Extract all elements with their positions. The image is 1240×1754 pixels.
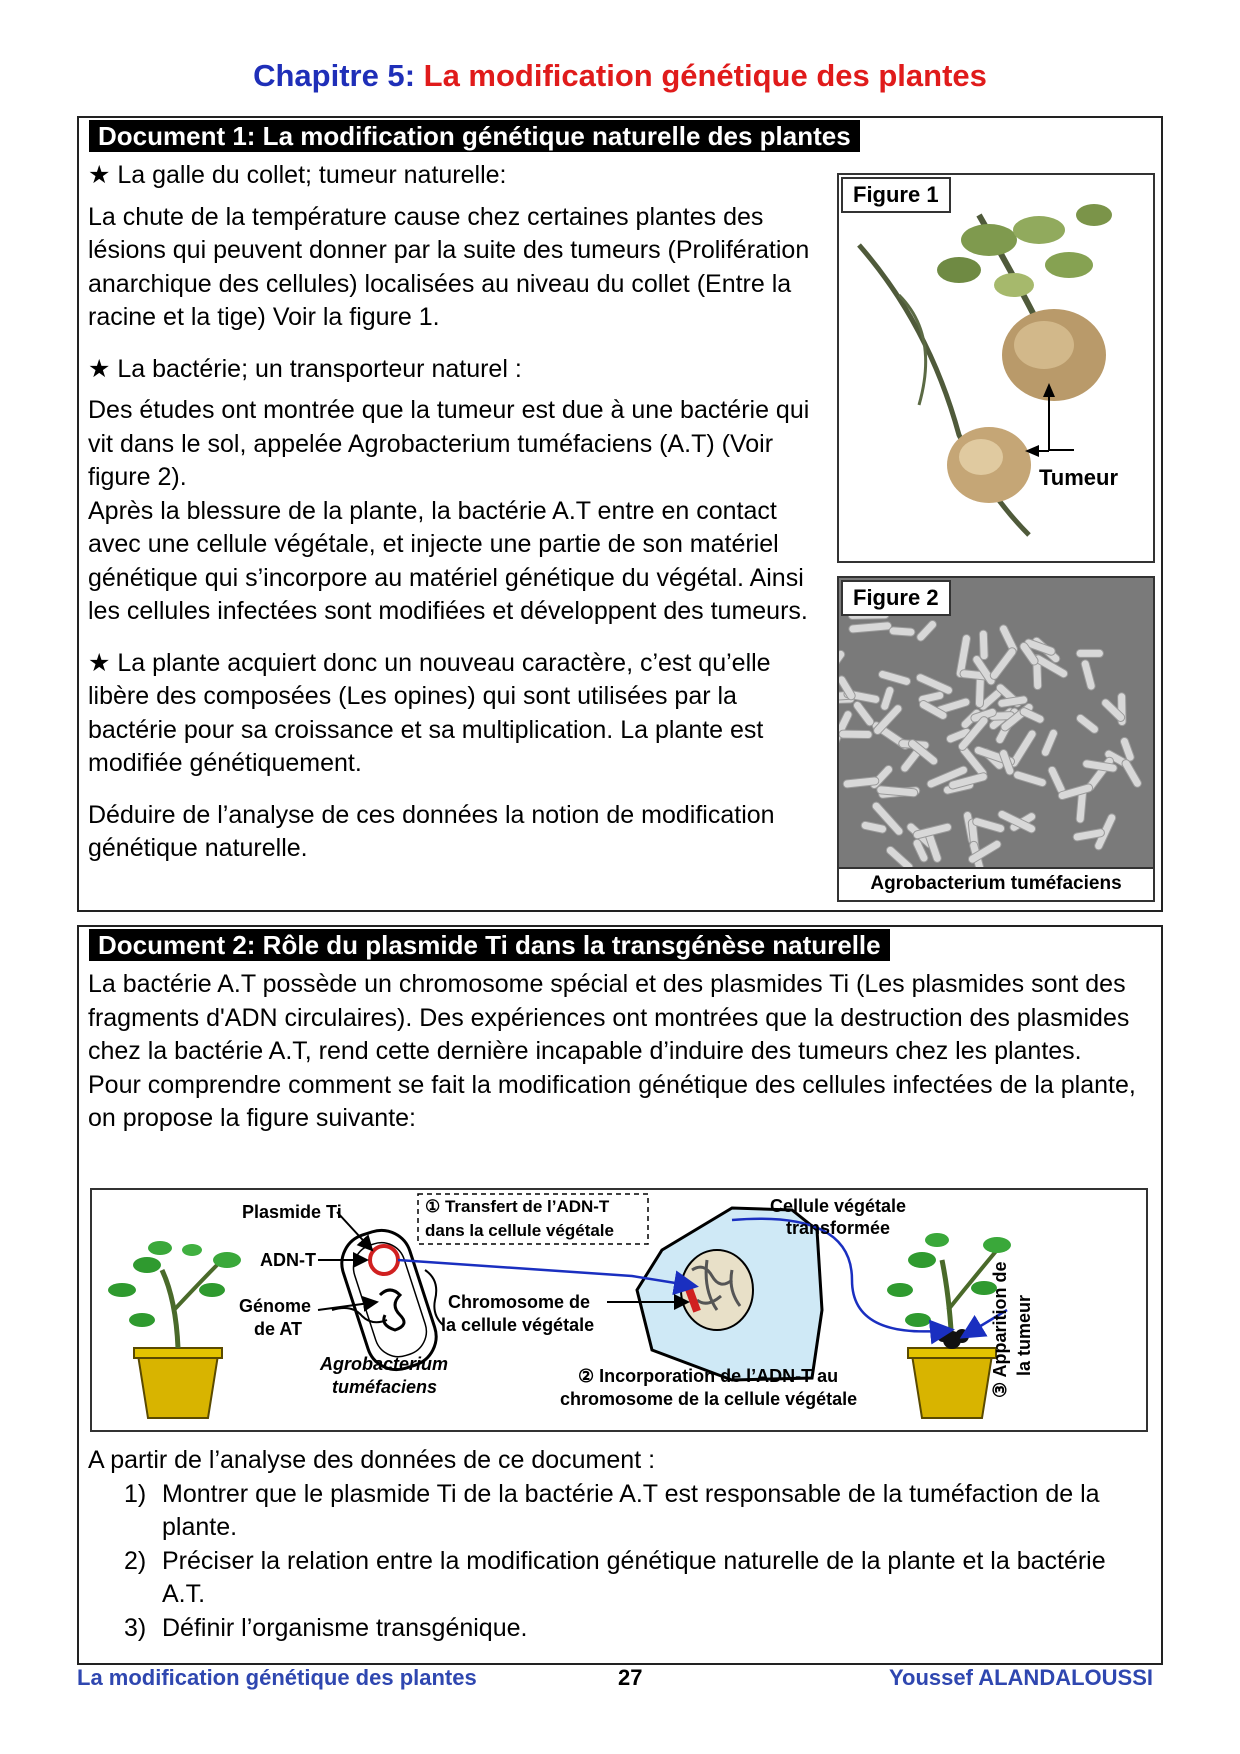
figure-2-label: Figure 2 xyxy=(841,580,951,616)
section-bacteria-body-1: Des études ont montrée que la tumeur est due à une bactérie qui vit dans le sol, appelée Agrobacterium tuméfaciens (A.T) (Voir figure 2). xyxy=(88,396,810,491)
document-2-heading: Document 2: Rôle du plasmide Ti dans la transgénèse naturelle xyxy=(89,929,890,961)
figure-1 xyxy=(837,173,1155,563)
label-adn-t: ADN-T xyxy=(260,1250,316,1270)
doc2-body-2: Pour comprendre comment se fait la modification génétique des cellules infectées de la plante, on propose la figure suivante: xyxy=(88,1070,1136,1132)
chapter-subject: La modification génétique des plantes xyxy=(423,58,987,93)
section-galle-title: ★ La galle du collet; tumeur naturelle: xyxy=(88,161,507,189)
question-item: 3) Définir l’organisme transgénique. xyxy=(124,1613,528,1642)
questions-list xyxy=(88,1478,1148,1646)
doc2-body-1: La bactérie A.T possède un chromosome spécial et des plasmides Ti (Les plasmides sont des fragments d'ADN circulaires). Des expériences ont montrées que la destruction des plasmides chez la bactérie A.T, rend cette dernière incapable d’induire des tumeurs chez les plantes. xyxy=(88,970,1130,1065)
label-bacterium-1: Agrobacterium xyxy=(320,1354,449,1374)
transgenesis-diagram xyxy=(90,1188,1148,1432)
footer-author: Youssef ALANDALOUSSI xyxy=(888,1665,1153,1690)
section-bacteria-body-2: Après la blessure de la plante, la bactérie A.T entre en contact avec une cellule végétale, et injecte une partie de son matériel génétique qui s’incorpore au matériel génétique du végétal. Ainsi les cellules infectées sont modifiées et développent des tumeurs. xyxy=(88,496,808,625)
section-conclusion: Déduire de l’analyse de ces données la notion de modification génétique naturelle. xyxy=(88,800,775,862)
label-genome-2: de AT xyxy=(254,1319,302,1339)
page-number: 27 xyxy=(618,1665,643,1690)
question-item: 1) Montrer que le plasmide Ti de la bactérie A.T est responsable de la tuméfaction de la plante. xyxy=(124,1479,1100,1541)
document-2-text xyxy=(88,968,1154,1136)
document-1-heading: Document 1: La modification génétique naturelle des plantes xyxy=(89,120,860,152)
bacterium-rod xyxy=(889,627,915,637)
label-bacterium-2: tuméfaciens xyxy=(332,1377,438,1397)
section-plant-body: ★ La plante acquiert donc un nouveau caractère, c’est qu’elle libère des composées (Les opines) qui sont utilisées par la bactérie pour sa croissance et sa multiplication. La plante est modifiée génétiquement. xyxy=(88,648,771,777)
bacterium-rod xyxy=(1076,649,1103,657)
bacterium-rod xyxy=(979,630,988,660)
label-step1-1: ① Transfert de l’ADN-T xyxy=(425,1197,610,1216)
section-bacteria-title: ★ La bactérie; un transporteur naturel : xyxy=(88,354,522,383)
healthy-plant-icon xyxy=(108,1241,241,1418)
label-chromosome-1: Chromosome de xyxy=(448,1292,591,1312)
label-transformed-1: Cellule végétale xyxy=(770,1196,907,1216)
section-galle-body: La chute de la température cause chez certaines plantes des lésions qui peuvent donner par la suite des tumeurs (Prolifération anarchique des cellules) localisées au niveau du collet (Entre la racine et la tige) Voir la figure 1. xyxy=(88,202,810,331)
questions-intro: A partir de l’analyse des données de ce document : xyxy=(88,1446,656,1474)
bacterium-rod xyxy=(839,730,872,739)
label-step2-1: ② Incorporation de l’ADN-T au xyxy=(578,1366,839,1386)
label-step1-2: dans la cellule végétale xyxy=(425,1221,614,1240)
figure-2-caption: Agrobacterium tuméfaciens xyxy=(839,867,1153,900)
footer-title: La modification génétique des plantes xyxy=(77,1665,477,1690)
label-transformed-2: transformée xyxy=(786,1218,891,1238)
agrobacterium-micrograph xyxy=(839,578,1155,902)
tumor-label: Tumeur xyxy=(1039,465,1119,490)
document-1 xyxy=(77,116,1163,912)
crown-gall-photo xyxy=(839,175,1155,563)
label-genome-1: Génome xyxy=(239,1296,312,1316)
label-step2-2: chromosome de la cellule végétale xyxy=(560,1389,858,1409)
questions-block xyxy=(88,1444,1148,1645)
question-item: 2) Préciser la relation entre la modification génétique naturelle de la plante et la bactérie A.T. xyxy=(124,1546,1106,1608)
document-1-text xyxy=(88,159,828,866)
chapter-number: Chapitre 5 xyxy=(253,58,405,93)
label-plasmide: Plasmide Ti xyxy=(242,1202,342,1222)
label-chromosome-2: la cellule végétale xyxy=(441,1315,595,1335)
figure-1-label: Figure 1 xyxy=(841,177,951,213)
label-step3-1: ③ Apparition de xyxy=(990,1261,1010,1398)
page-title: Chapitre 5: La modification génétique des plantes xyxy=(253,58,987,93)
label-step3-2: la tumeur xyxy=(1014,1294,1034,1376)
figure-2 xyxy=(837,576,1155,902)
